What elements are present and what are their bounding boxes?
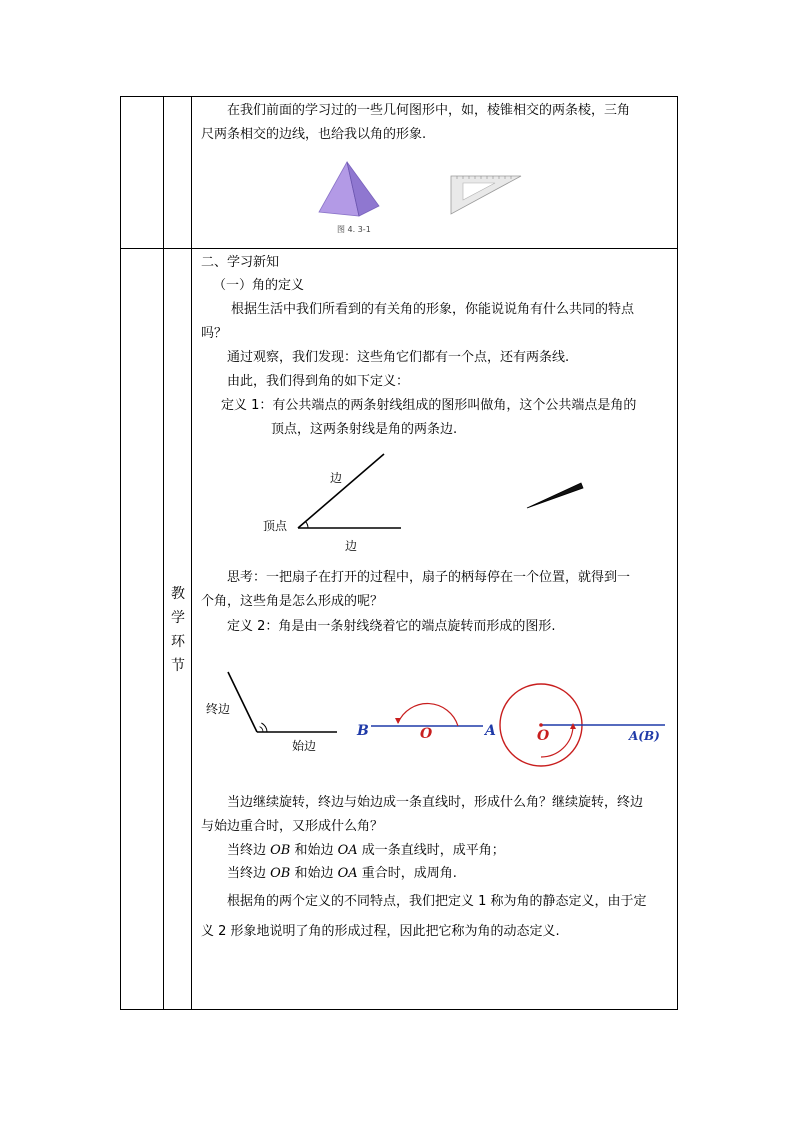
side-label-bottom: 边 bbox=[345, 539, 358, 553]
column-divider-2 bbox=[191, 97, 192, 1009]
definition-2: 定义 2：角是由一条射线绕着它的端点旋转而形成的图形. bbox=[227, 619, 556, 634]
point-O-label: O bbox=[420, 726, 433, 742]
pyramid-figure bbox=[317, 160, 383, 218]
think-line-2: 个角，这些角是怎么形成的呢？ bbox=[201, 594, 384, 609]
summary-line-2: 义 2 形象地说明了角的形成过程，因此把它称为角的动态定义. bbox=[201, 924, 560, 939]
answer-1-var-1: OB bbox=[270, 843, 291, 858]
answer-1 bbox=[227, 843, 505, 858]
section-label bbox=[167, 582, 189, 678]
section-label-char: 节 bbox=[171, 658, 185, 674]
section-label-char: 教 bbox=[171, 586, 185, 602]
answer-2 bbox=[227, 866, 457, 881]
answer-1-part-1: 当终边 bbox=[227, 843, 271, 858]
question-1-line-2: 吗？ bbox=[201, 326, 228, 341]
point-B-label: B bbox=[357, 723, 369, 739]
triangle-ruler-figure bbox=[449, 174, 523, 216]
initial-side-label: 始边 bbox=[292, 739, 317, 753]
point-AB-label: A(B) bbox=[629, 729, 660, 743]
lesson-table bbox=[120, 96, 678, 1010]
point-O2-label: O bbox=[537, 728, 550, 744]
answer-2-var-1: OB bbox=[270, 866, 291, 881]
answer-2-var-2: OA bbox=[337, 866, 358, 881]
think-line-1: 思考：一把扇子在打开的过程中，扇子的柄每停在一个位置，就得到一 bbox=[227, 570, 631, 585]
vertex-label: 顶点 bbox=[263, 519, 288, 533]
question-1-line-1: 根据生活中我们所看到的有关角的形象，你能说说角有什么共同的特点 bbox=[231, 302, 635, 317]
question-2-line-2: 与始边重合时，又形成什么角？ bbox=[201, 819, 384, 834]
answer-2-part-1: 当终边 bbox=[227, 866, 271, 881]
fan-handle-figure bbox=[525, 479, 585, 511]
definition-1-line-2: 顶点，这两条射线是角的两条边. bbox=[271, 422, 458, 437]
side-label-top: 边 bbox=[330, 471, 343, 485]
static-angle-figure bbox=[291, 452, 411, 532]
intro-line-2: 尺两条相交的边线，也给我以角的形象. bbox=[201, 127, 427, 142]
column-divider-1 bbox=[163, 97, 164, 1009]
section-label-char: 环 bbox=[171, 634, 185, 650]
definition-1-line-1: 定义 1：有公共端点的两条射线组成的图形叫做角，这个公共端点是角的 bbox=[221, 398, 637, 413]
terminal-side-label: 终边 bbox=[206, 702, 231, 716]
answer-1-part-2: 和始边 bbox=[290, 843, 338, 858]
figure-caption: 图 4. 3-1 bbox=[337, 225, 371, 234]
section-heading: 二、学习新知 bbox=[201, 255, 280, 270]
question-2-line-1: 当边继续旋转，终边与始边成一条直线时，形成什么角？继续旋转，终边 bbox=[227, 795, 644, 810]
section-subheading: （一）角的定义 bbox=[213, 278, 305, 293]
summary-line-1: 根据角的两个定义的不同特点，我们把定义 1 称为角的静态定义，由于定 bbox=[227, 894, 647, 909]
section-label-char: 学 bbox=[171, 610, 185, 626]
row-divider bbox=[121, 248, 677, 249]
answer-1-part-3: 成一条直线时，成平角； bbox=[357, 843, 505, 858]
intro-line-1: 在我们前面的学习过的一些几何图形中，如，棱锥相交的两条棱，三角 bbox=[227, 103, 631, 118]
answer-2-part-3: 重合时，成周角. bbox=[357, 866, 457, 881]
answer-1-var-2: OA bbox=[337, 843, 358, 858]
observation-text: 通过观察，我们发现：这些角它们都有一个点，还有两条线. bbox=[227, 350, 570, 365]
answer-2-part-2: 和始边 bbox=[290, 866, 338, 881]
point-A-label: A bbox=[485, 723, 496, 739]
full-angle-figure bbox=[501, 681, 667, 771]
therefore-text: 由此，我们得到角的如下定义： bbox=[227, 374, 410, 389]
rotation-angle-figure bbox=[219, 669, 349, 739]
